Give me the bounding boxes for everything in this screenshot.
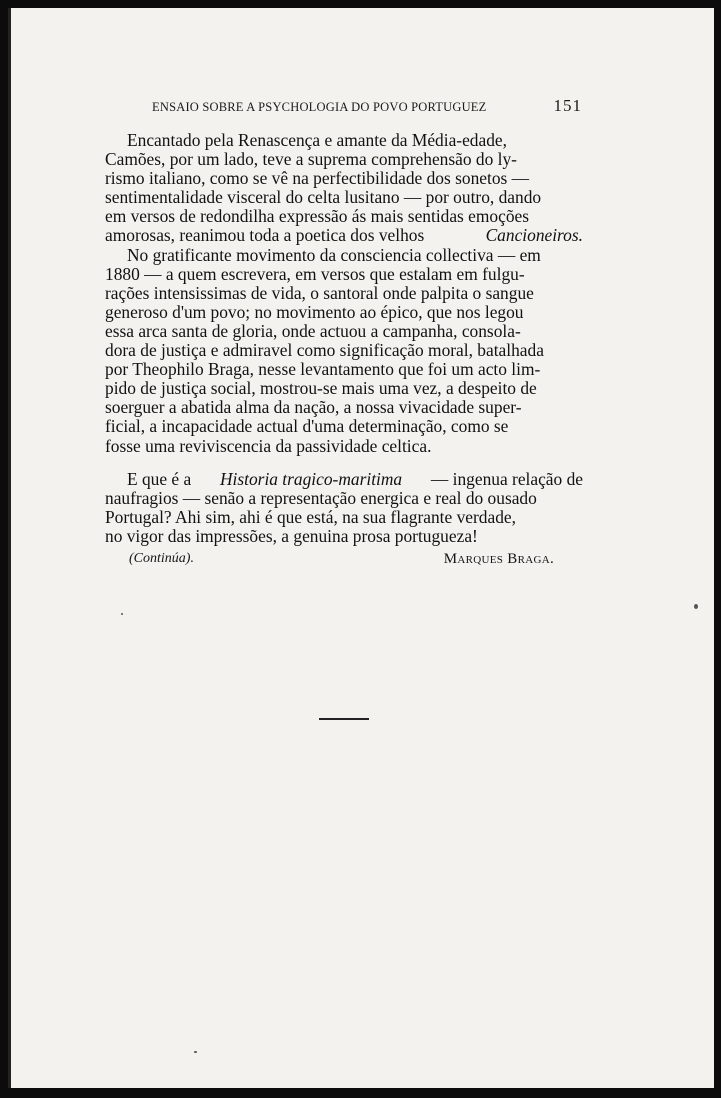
text-line: No gratificante movimento da consciencia collectiva — em — [127, 244, 541, 265]
text-line: pido de justiça social, mostrou-se mais uma vez, a despeito de — [105, 378, 537, 399]
text-line: E que é a Historia tragico-maritima — ingenua relação de — [127, 468, 583, 489]
book-page — [8, 8, 714, 1088]
text-line: naufragios — senão a representação energica e real do ousado — [105, 487, 537, 508]
text-line: sentimentalidade visceral do celta lusitano — por outro, dando — [105, 187, 542, 208]
text-line: Encantado pela Renascença e amante da Média-edade, — [127, 130, 507, 150]
text-line: por Theophilo Braga, nesse levantamento que foi um acto lim- — [105, 359, 541, 380]
text-line: no vigor das impressões, a genuina prosa portugueza! — [105, 525, 478, 546]
text-line: Portugal? Ahi sim, ahi é que está, na sua flagrante verdade, — [105, 506, 516, 527]
paper-speck — [694, 604, 698, 609]
text-line: rismo italiano, como se vê na perfectibilidade dos sonetos — — [105, 168, 530, 189]
text-line: ficial, a incapacidade actual d'uma determinação, como se — [105, 416, 509, 437]
text-line: essa arca santa de gloria, onde actuou a campanha, consola- — [105, 320, 521, 341]
text-line: amorosas, reanimou toda a poetica dos velhos Cancioneiros. — [105, 225, 583, 246]
italic-title: Cancioneiros. — [485, 225, 583, 246]
text-line: em versos de redondilha expressão ás mais sentidas emoções — [105, 206, 530, 227]
text-line: fosse uma reviviscencia da passividade celtica. — [105, 435, 432, 456]
paper-speck — [121, 613, 123, 615]
text-line: dora de justiça e admiravel como significação moral, batalhada — [105, 340, 544, 361]
continued-note: (Continúa). — [129, 551, 194, 566]
text-line: rações intensissimas de vida, o santoral onde palpita o sangue — [105, 282, 534, 303]
text-line: soerguer a abatida alma da nação, a nossa vivacidade super- — [105, 397, 522, 418]
italic-title: Historia tragico-maritima — [219, 468, 403, 489]
body-text — [105, 131, 583, 546]
text-line: Camões, por um lado, teve a suprema comprehensão do ly- — [105, 149, 517, 170]
author-name: Marques Braga. — [443, 551, 554, 567]
paper-speck — [194, 1051, 197, 1053]
signature-line — [129, 551, 554, 568]
running-title: ENSAIO SOBRE A PSYCHOLOGIA DO POVO PORTUGUEZ — [152, 100, 487, 114]
text-line: 1880 — a quem escrevera, em versos que estalam em fulgu- — [105, 263, 525, 284]
page-number: 151 — [553, 96, 582, 115]
running-header — [152, 96, 582, 116]
text-line: generoso d'um povo; no movimento ao épico, que nos legou — [105, 301, 524, 322]
section-rule — [319, 718, 369, 720]
